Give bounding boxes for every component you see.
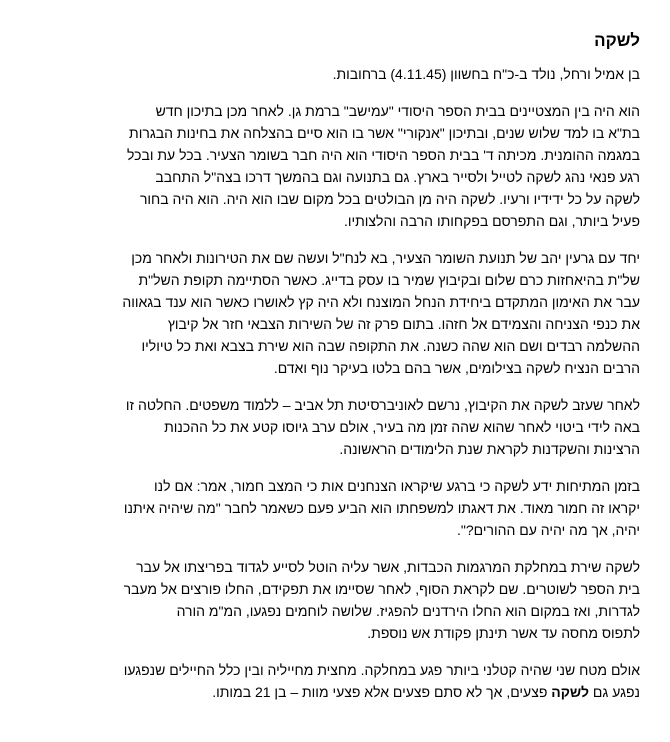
text-line: בן אמיל ורחל, נולד ב-כ"ח בחשוון (4.11.45) ברחובות. [332,66,640,82]
text-line: בית הספר לשוטרים. שם לקראת הסוף, לאחר שסיימו את תפקידם, החלו פורצים אל מעבר [123,581,640,597]
text-line: הוא היה בין המצטיינים בבית הספר היסודי "עמישב" ברמת גן. לאחר מכן בתיכון חדש [155,103,640,119]
text-fragment: נפגע גם [589,684,640,700]
paragraph-university [30,394,640,460]
text-line-with-bold-name [30,681,640,703]
text-line: את כנפי הצניחה והצמידם אל חזהו. בתום פרק זה של השירות הצבאי חזר אל קיבוץ [167,316,640,332]
paragraph-death [30,659,640,703]
text-line: יקראו זה חמור מאוד. את דאגתו למשפחתו הוא הביע פעם כשאמר לחבר "מה שיהיה איתנו [123,500,640,516]
paragraph-tension [30,475,640,541]
bold-name: לשקה [551,684,590,700]
text-line: באה לידי ביטוי לאחר שהוא שהה זמן מה בעיר, אולם ערב גיוסו קטע את כל ההכנות [164,419,640,435]
text-line: יחד עם גרעין יהב של תנועת השומר הצעיר, בא לנח"ל ועשה שם את הטירונות ולאחר מכן [131,250,640,266]
text-fragment: פצעים, אך לא סתם פצעים אלא פצעי מוות – בן 21 במותו. [212,684,552,700]
text-line: לאחר שעזב לשקה את הקיבוץ, נרשם לאוניברסיטת תל אביב – ללמוד משפטים. החלטה זו [125,397,640,413]
document-page [30,30,640,718]
text-line: של"ת בהיאחזות כרם שלום ובקיבוץ שמיר בו עסק בדייג. כאשר הסתיימה תקופת השל"ת [138,272,640,288]
text-line: אולם מטח שני שהיה קטלני ביותר פגע במחלקה. מחצית מחייליה ובין כלל החיילים שנפגעו [123,662,640,678]
text-line: לגדרות, ואז במקום הוא החלו הירדנים להפגיז. שלושה לוחמים נפגעו, המ"מ הורה [176,603,640,619]
text-line: בת"א בו למד שלוש שנים, ובתיכון "אנקורי" אשר בו הוא סיים בהצלחה את בחינות הבגרות [129,125,640,141]
text-line: בזמן המתיחות ידע לשקה כי ברגע שיקראו הצנחנים אות כי המצב חמור, אמר: אם לנו [154,478,640,494]
text-line: ההשלמה רבדים ושם הוא שהה כשנה. את התקופה שבה הוא שירת בצבא ואת כל טיוליו [141,338,640,354]
page-title: לשקה [594,31,640,50]
text-line: פעיל ביותר, וגם התפרסם בפקחותו הרבה והלצותיו. [343,213,640,229]
text-line: לתפוס מחסה עד אשר תינתן פקודת אש נוספת. [367,625,640,641]
text-line: רגע פנאי נהג לשקה לטייל ולסייר בארץ. גם בתנועה וגם בהמשך דרכו בצה"ל התחבב [155,169,640,185]
text-line: לשקה שירת במחלקת המרגמות הכבדות, אשר עליה הוטל לסייע לגדוד בפריצתו אל עבר [136,559,640,575]
paragraph-battle [30,556,640,644]
text-line: יהיה, אך מה יהיה עם ההורים?". [456,522,640,538]
text-line: עבר את האימון המתקדם ביחידת הנחל המוצנח ולא היה קץ לאושרו כאשר הוא ענד בגאווה [122,294,640,310]
text-line: במגמה ההומנית. מכיתה ד' בבית הספר היסודי הוא היה חבר בשומר הצעיר. בכל עת ובכל [126,147,640,163]
text-line: הרצינות והשקדנות לקראת שנת הלימודים הראשונה. [339,441,640,457]
paragraph-school [30,100,640,232]
paragraph-birth [30,63,640,85]
paragraph-military [30,247,640,379]
text-line: הרבים הנציח לשקה בצילומים, אשר בהם בלטו בעיקר נוף ואדם. [273,360,640,376]
text-line: לשקה על כל ידידיו ורעיו. לשקה היה מן הבולטים בכל מקום שבו הוא היה. הוא היה בחור [139,191,640,207]
